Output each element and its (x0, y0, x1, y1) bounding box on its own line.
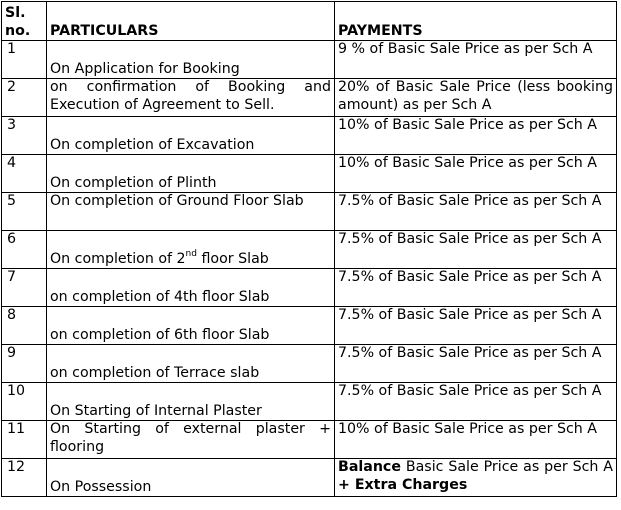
cell-payment: 7.5% of Basic Sale Price as per Sch A (335, 307, 617, 345)
cell-payment: 7.5% of Basic Sale Price as per Sch A (335, 345, 617, 383)
table-row (2, 269, 617, 307)
cell-payment: 10% of Basic Sale Price as per Sch A (335, 421, 617, 459)
cell-payment: 10% of Basic Sale Price as per Sch A (335, 155, 617, 193)
table-row (2, 307, 617, 345)
cell-payment: 20% of Basic Sale Price (less booking amount) as per Sch A (335, 79, 617, 117)
cell-particulars: On completion of Ground Floor Slab (47, 193, 335, 231)
cell-sl-no: 2 (2, 79, 47, 117)
cell-payment: 10% of Basic Sale Price as per Sch A (335, 117, 617, 155)
header-sl-no (2, 2, 47, 41)
cell-sl-no: 11 (2, 421, 47, 459)
table-row (2, 459, 617, 497)
table-row (2, 193, 617, 231)
table-row (2, 421, 617, 459)
header-payments: PAYMENTS (335, 2, 617, 41)
cell-particulars: on confirmation of Booking and Execution of Agreement to Sell. (47, 79, 335, 117)
cell-payment: 7.5% of Basic Sale Price as per Sch A (335, 383, 617, 421)
table-row (2, 155, 617, 193)
header-sl-no-line1: Sl. (5, 5, 26, 21)
cell-sl-no: 4 (2, 155, 47, 193)
particulars-text: floor Slab (196, 250, 269, 267)
cell-payment: 7.5% of Basic Sale Price as per Sch A (335, 231, 617, 269)
cell-particulars: On completion of Excavation (47, 117, 335, 155)
cell-payment: 9 % of Basic Sale Price as per Sch A (335, 41, 617, 79)
header-sl-no-line2: no. (5, 22, 31, 39)
table-row (2, 345, 617, 383)
payment-text: Basic Sale Price as per Sch A (400, 459, 613, 475)
cell-sl-no: 12 (2, 459, 47, 497)
table-header-row (2, 2, 617, 41)
cell-sl-no: 6 (2, 231, 47, 269)
cell-particulars: on completion of Terrace slab (47, 345, 335, 383)
cell-particulars: on completion of 6th floor Slab (47, 307, 335, 345)
ordinal-suffix: nd (185, 248, 197, 259)
cell-payment (335, 459, 617, 497)
cell-particulars: on completion of 4th floor Slab (47, 269, 335, 307)
extra-charges-label: + Extra Charges (338, 476, 468, 493)
cell-sl-no: 9 (2, 345, 47, 383)
payment-schedule-table (1, 1, 617, 497)
cell-sl-no: 10 (2, 383, 47, 421)
balance-label: Balance (338, 459, 401, 475)
cell-particulars: On Possession (47, 459, 335, 497)
cell-sl-no: 7 (2, 269, 47, 307)
cell-particulars (47, 231, 335, 269)
table-row (2, 231, 617, 269)
cell-particulars: On completion of Plinth (47, 155, 335, 193)
table-row (2, 79, 617, 117)
cell-particulars: On Starting of Internal Plaster (47, 383, 335, 421)
cell-payment: 7.5% of Basic Sale Price as per Sch A (335, 269, 617, 307)
cell-sl-no: 5 (2, 193, 47, 231)
cell-particulars: On Application for Booking (47, 41, 335, 79)
header-particulars: PARTICULARS (47, 2, 335, 41)
cell-sl-no: 1 (2, 41, 47, 79)
cell-payment: 7.5% of Basic Sale Price as per Sch A (335, 193, 617, 231)
cell-sl-no: 8 (2, 307, 47, 345)
cell-particulars: On Starting of external plaster + flooring (47, 421, 335, 459)
cell-sl-no: 3 (2, 117, 47, 155)
table-row (2, 117, 617, 155)
table-row (2, 383, 617, 421)
table-row (2, 41, 617, 79)
particulars-text: On completion of 2 (50, 250, 186, 267)
